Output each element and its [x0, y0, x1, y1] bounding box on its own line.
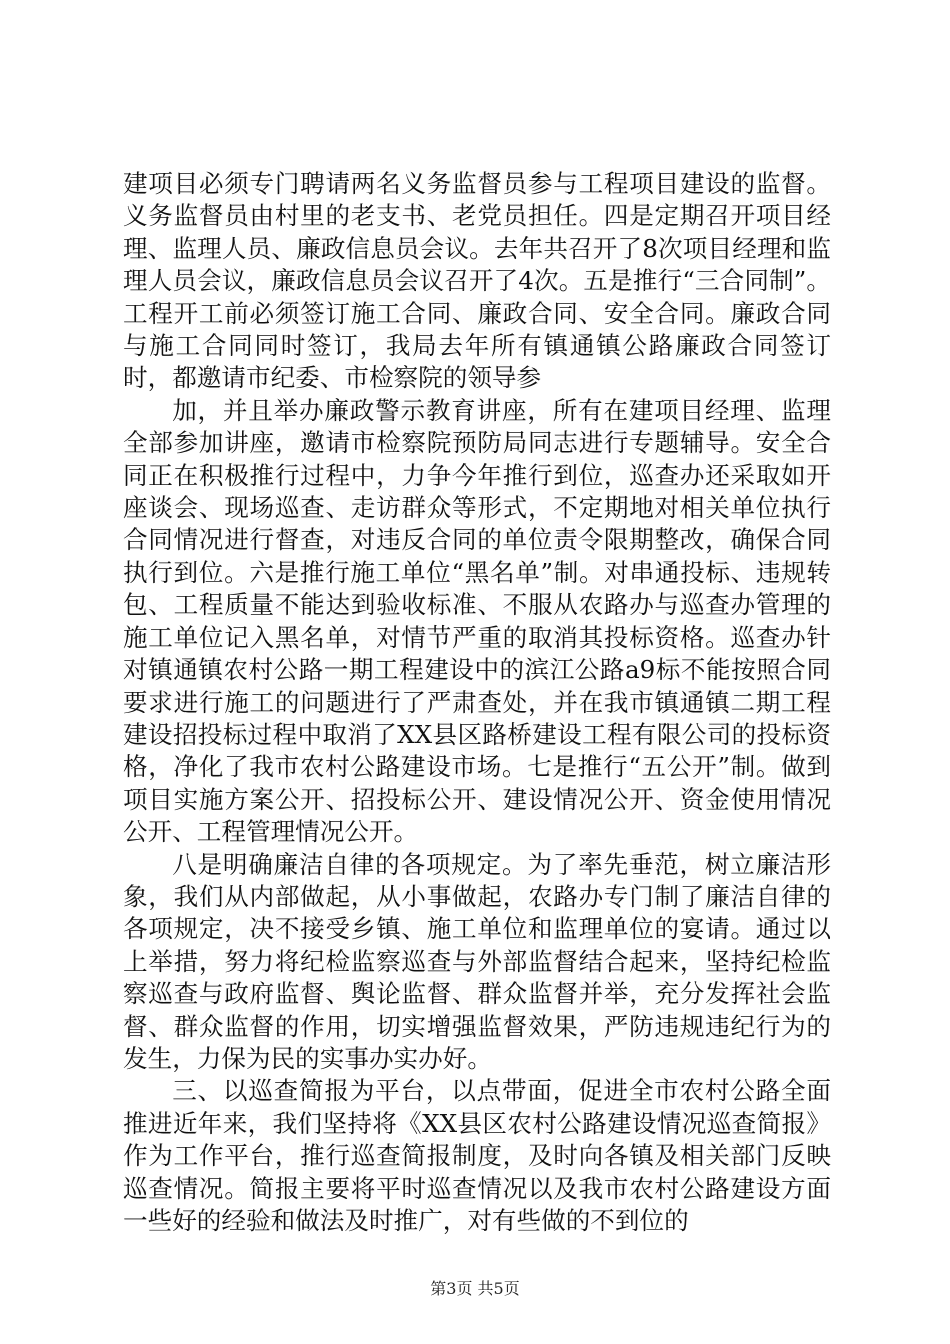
paragraph-3: 八是明确廉洁自律的各项规定。为了率先垂范，树立廉洁形象，我们从内部做起，从小事做起，农路办专门制了廉洁自律的各项规定，决不接受乡镇、施工单位和监理单位的宴请。通过以上举措，努力将纪检监察巡查与外部监督结合起来，坚持纪检监察巡查与政府监督、舆论监督、群众监督并举，充分发挥社会监督、群众监督的作用，切实增强监督效果，严防违规违纪行为的发生，力保为民的实事办实办好。 — [123, 849, 831, 1073]
page-number-footer: 第3页 共5页 — [430, 1279, 520, 1298]
body-text — [123, 168, 831, 1237]
paragraph-2: 加，并且举办廉政警示教育讲座，所有在建项目经理、监理全部参加讲座，邀请市检察院预防局同志进行专题辅导。安全合同正在积极推行过程中，力争今年推行到位，巡查办还采取如开座谈会、现场巡查、走访群众等形式，不定期地对相关单位执行合同情况进行督查，对违反合同的单位责令限期整改，确保合同执行到位。六是推行施工单位“黑名单”制。对串通投标、违规转包、工程质量不能达到验收标准、不服从农路办与巡查办管理的施工单位记入黑名单，对情节严重的取消其投标资格。巡查办针对镇通镇农村公路一期工程建设中的滨江公路a9标不能按照合同要求进行施工的问题进行了严肃查处，并在我市镇通镇二期工程建设招投标过程中取消了XX县区路桥建设工程有限公司的投标资格，净化了我市农村公路建设市场。七是推行“五公开”制。做到项目实施方案公开、招投标公开、建设情况公开、资金使用情况公开、工程管理情况公开。 — [123, 395, 831, 847]
paragraph-1: 建项目必须专门聘请两名义务监督员参与工程项目建设的监督。义务监督员由村里的老支书、老党员担任。四是定期召开项目经理、监理人员、廉政信息员会议。去年共召开了8次项目经理和监理人员会议，廉政信息员会议召开了4次。五是推行“三合同制”。工程开工前必须签订施工合同、廉政合同、安全合同。廉政合同与施工合同同时签订，我局去年所有镇通镇公路廉政合同签订时，都邀请市纪委、市检察院的领导参 — [123, 169, 831, 393]
paragraph-4: 三、以巡查简报为平台，以点带面，促进全市农村公路全面推进近年来，我们坚持将《XX县区农村公路建设情况巡查简报》作为工作平台，推行巡查简报制度，及时向各镇及相关部门反映巡查情况。简报主要将平时巡查情况以及我市农村公路建设方面一些好的经验和做法及时推广，对有些做的不到位的 — [123, 1076, 831, 1235]
